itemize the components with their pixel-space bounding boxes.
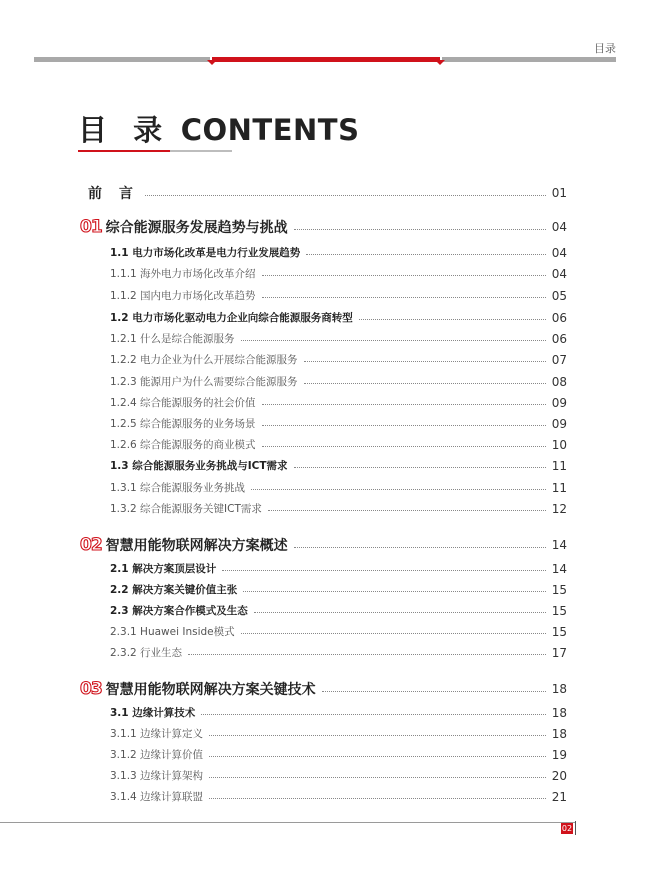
toc-entry-page: 09 — [551, 416, 567, 431]
toc-entry-label — [80, 789, 203, 804]
dot-leader — [304, 361, 546, 362]
toc-entry-text: 2.3.2 行业生态 — [110, 647, 183, 659]
toc-entry-label — [80, 374, 298, 389]
dot-leader — [294, 229, 546, 230]
toc-entry-page: 20 — [551, 768, 567, 783]
dot-leader — [188, 654, 546, 655]
toc-entry-page: 04 — [551, 220, 567, 234]
toc-entry-label — [80, 624, 235, 639]
section-number: 01 — [80, 217, 102, 237]
toc-entry-label — [80, 266, 256, 281]
toc-entry-text: 1.3 综合能源服务业务挑战与ICT需求 — [110, 460, 288, 472]
toc-entry-label — [80, 217, 288, 237]
dot-leader — [262, 275, 546, 276]
toc-entry-level3[interactable] — [80, 747, 567, 762]
toc-entry-text: 3.1.2 边缘计算价值 — [110, 749, 204, 761]
toc-entry-level2[interactable] — [80, 245, 567, 260]
toc-entry-text: 综合能源服务发展趋势与挑战 — [105, 220, 288, 236]
toc-entry-label — [80, 603, 248, 618]
toc-entry-page: 08 — [551, 374, 567, 389]
toc-entry-text: 2.2 解决方案关键价值主张 — [110, 584, 238, 596]
toc-entry-text: 3.1.1 边缘计算定义 — [110, 728, 204, 740]
toc-entry-page: 14 — [551, 561, 567, 576]
dot-leader — [145, 195, 546, 196]
toc-entry-label — [80, 645, 182, 660]
toc-entry-text: 智慧用能物联网解决方案关键技术 — [105, 682, 316, 698]
header-bar-accent — [212, 57, 440, 62]
toc-entry-level2[interactable] — [80, 561, 567, 576]
dot-leader — [209, 777, 546, 778]
dot-leader — [322, 691, 546, 692]
toc-entry-text: 2.3 解决方案合作模式及生态 — [110, 605, 248, 617]
toc-entry-level1[interactable] — [80, 217, 567, 237]
dot-leader — [262, 446, 546, 447]
toc-entry-level3[interactable] — [80, 789, 567, 804]
toc-entry-label — [80, 480, 245, 495]
title-underline-accent — [78, 150, 170, 152]
toc-entry-label — [80, 561, 216, 576]
toc-entry-text: 3.1.4 边缘计算联盟 — [110, 791, 204, 803]
dot-leader — [294, 467, 546, 468]
toc-entry-level1[interactable] — [80, 679, 567, 699]
dot-leader — [241, 633, 546, 634]
footer-line — [0, 822, 576, 823]
toc-entry-preface[interactable] — [80, 183, 567, 203]
toc-entry-page: 06 — [551, 310, 567, 325]
dot-leader — [222, 570, 545, 571]
toc-entry-page: 05 — [551, 288, 567, 303]
dot-leader — [294, 547, 546, 548]
toc-entry-level2[interactable] — [80, 705, 567, 720]
dot-leader — [359, 319, 546, 320]
toc-entry-text: 2.3.1 Huawei Inside模式 — [110, 626, 235, 638]
dot-leader — [254, 612, 546, 613]
dot-leader — [209, 798, 546, 799]
toc-entry-label — [80, 458, 288, 473]
toc-entry-level3[interactable] — [80, 768, 567, 783]
dot-leader — [262, 425, 546, 426]
toc-entry-level2[interactable] — [80, 603, 567, 618]
dot-leader — [306, 254, 545, 255]
toc-entry-label — [80, 310, 353, 325]
header-notch-left — [207, 60, 217, 65]
section-number: 03 — [80, 679, 102, 699]
toc-entry-page: 18 — [551, 682, 567, 696]
header-bar-left — [34, 57, 210, 62]
toc-entry-level2[interactable] — [80, 582, 567, 597]
toc-entry-page: 21 — [551, 789, 567, 804]
dot-leader — [243, 591, 545, 592]
toc-entry-label — [80, 416, 256, 431]
header-notch-right — [435, 60, 445, 65]
toc-entry-label — [80, 245, 300, 260]
toc-entry-label — [80, 535, 288, 555]
toc-entry-text: 1.2 电力市场化驱动电力企业向综合能源服务商转型 — [110, 312, 353, 324]
toc-entry-label — [80, 726, 203, 741]
dot-leader — [241, 340, 546, 341]
dot-leader — [201, 714, 545, 715]
toc-entry-text: 1.2.3 能源用户为什么需要综合能源服务 — [110, 376, 298, 388]
toc-entry-level3[interactable] — [80, 395, 567, 410]
toc-entry-text: 1.1.2 国内电力市场化改革趋势 — [110, 290, 256, 302]
toc-entry-page: 15 — [551, 582, 567, 597]
toc-entry-level3[interactable] — [80, 266, 567, 281]
toc-entry-level3[interactable] — [80, 645, 567, 660]
page-title — [78, 108, 359, 149]
toc-entry-label — [80, 768, 203, 783]
toc-entry-page: 04 — [551, 245, 567, 260]
dot-leader — [251, 489, 546, 490]
toc-entry-level3[interactable] — [80, 331, 567, 346]
toc-entry-level2[interactable] — [80, 310, 567, 325]
toc-entry-level3[interactable] — [80, 624, 567, 639]
toc-entry-page: 06 — [551, 331, 567, 346]
page-title-en: CONTENTS — [180, 113, 360, 147]
toc-entry-page: 01 — [551, 186, 567, 200]
title-underline-gray — [170, 150, 232, 152]
dot-leader — [304, 383, 546, 384]
page-title-cn: 目 录 — [78, 113, 171, 147]
toc-entry-page: 15 — [551, 624, 567, 639]
toc-entry-level2[interactable] — [80, 458, 567, 473]
toc-entry-page: 19 — [551, 747, 567, 762]
toc-entry-page: 11 — [551, 480, 567, 495]
toc-entry-text: 1.3.1 综合能源服务业务挑战 — [110, 482, 246, 494]
dot-leader — [268, 510, 546, 511]
toc-entry-label — [80, 582, 237, 597]
dot-leader — [209, 756, 546, 757]
toc-entry-page: 10 — [551, 437, 567, 452]
toc-entry-label — [80, 501, 262, 516]
toc-entry-page: 12 — [551, 501, 567, 516]
header-bar-right — [442, 57, 616, 62]
toc-entry-text: 1.3.2 综合能源服务关键ICT需求 — [110, 503, 262, 515]
toc-entry-label: 前 言 — [88, 186, 139, 202]
toc-entry-text: 智慧用能物联网解决方案概述 — [105, 538, 288, 554]
toc-entry-label — [80, 352, 298, 367]
toc-entry-page: 07 — [551, 352, 567, 367]
header-label: 目录 — [594, 42, 616, 55]
dot-leader — [262, 404, 546, 405]
toc-entry-page: 14 — [551, 538, 567, 552]
toc-entry-label — [80, 395, 256, 410]
toc-entry-level3[interactable] — [80, 288, 567, 303]
toc-entry-level3[interactable] — [80, 480, 567, 495]
toc-entry-text: 1.1 电力市场化改革是电力行业发展趋势 — [110, 247, 301, 259]
toc-entry-page: 17 — [551, 645, 567, 660]
toc-entry-label — [80, 679, 316, 699]
toc-entry-text: 2.1 解决方案顶层设计 — [110, 563, 217, 575]
dot-leader — [209, 735, 546, 736]
toc-entry-text: 1.1.1 海外电力市场化改革介绍 — [110, 268, 256, 280]
toc-entry-level3[interactable] — [80, 437, 567, 452]
page-number-tick — [575, 821, 576, 835]
toc-entry-level3[interactable] — [80, 374, 567, 389]
toc-entry-level3[interactable] — [80, 726, 567, 741]
toc-entry-page: 11 — [551, 458, 567, 473]
toc-entry-label — [80, 705, 195, 720]
toc-entry-level3[interactable] — [80, 352, 567, 367]
toc-entry-text: 1.2.5 综合能源服务的业务场景 — [110, 418, 256, 430]
dot-leader — [262, 297, 546, 298]
toc-entry-label — [80, 288, 256, 303]
section-number: 02 — [80, 535, 102, 555]
toc-entry-page: 15 — [551, 603, 567, 618]
toc-entry-level3[interactable] — [80, 501, 567, 516]
toc-entry-label — [80, 331, 235, 346]
toc-entry-text: 3.1.3 边缘计算架构 — [110, 770, 204, 782]
toc-entry-page: 04 — [551, 266, 567, 281]
toc-entry-label — [80, 747, 203, 762]
toc-entry-text: 3.1 边缘计算技术 — [110, 707, 196, 719]
page-number-badge: 02 — [561, 824, 573, 833]
toc-entry-level3[interactable] — [80, 416, 567, 431]
toc-entry-label — [80, 437, 256, 452]
toc-entry-page: 18 — [551, 726, 567, 741]
toc-entry-page: 18 — [551, 705, 567, 720]
toc-entry-text: 1.2.2 电力企业为什么开展综合能源服务 — [110, 354, 298, 366]
toc-entry-page: 09 — [551, 395, 567, 410]
toc-entry-text: 1.2.4 综合能源服务的社会价值 — [110, 397, 256, 409]
toc-entry-text: 1.2.6 综合能源服务的商业模式 — [110, 439, 256, 451]
toc-entry-text: 1.2.1 什么是综合能源服务 — [110, 333, 235, 345]
toc-entry-level1[interactable] — [80, 535, 567, 555]
